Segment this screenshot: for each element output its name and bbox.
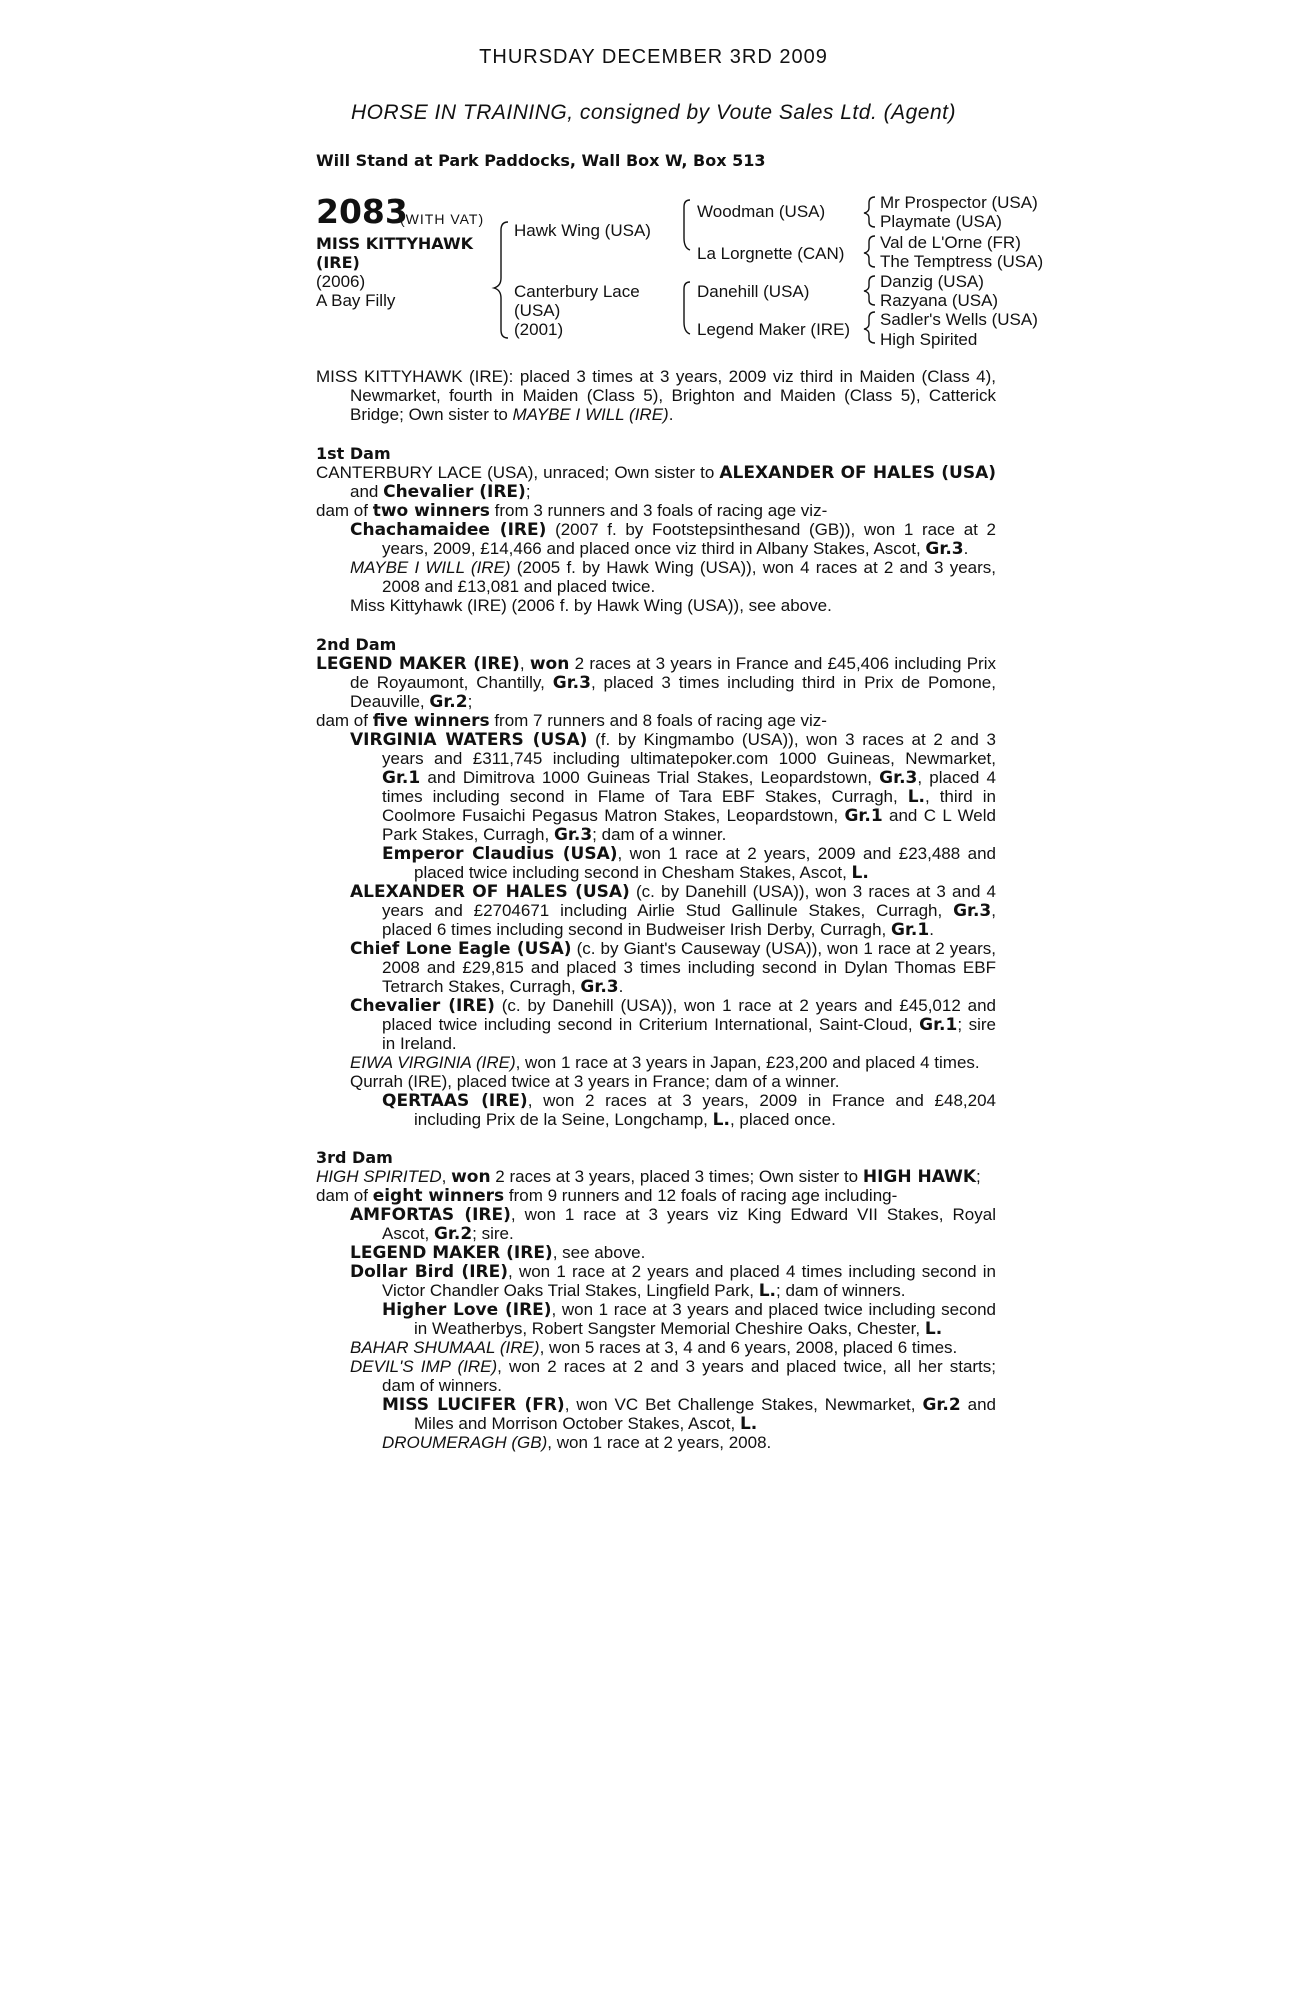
text-line: dam of two winners from 3 runners and 3 foals of racing age viz- — [316, 501, 828, 521]
section-heading: 1st Dam — [316, 444, 391, 463]
text-line: VIRGINIA WATERS (USA) (f. by Kingmambo (USA)), won 3 races at 2 and 3 — [350, 730, 996, 750]
text-line: HIGH SPIRITED, won 2 races at 3 years, placed 3 times; Own sister to HIGH HAWK; — [316, 1167, 981, 1187]
text-line: Chief Lone Eagle (USA) (c. by Giant's Causeway (USA)), won 1 race at 2 years, — [350, 939, 997, 959]
text-line: placed 6 times including second in Budweiser Irish Derby, Curragh, Gr.1. — [382, 920, 934, 940]
third-dam-section — [316, 1148, 996, 1452]
section-heading: 2nd Dam — [316, 635, 397, 654]
vat-note: (WITH VAT) — [400, 211, 485, 227]
text-line: ALEXANDER OF HALES (USA) (c. by Danehill (USA)), won 3 races at 3 and 4 — [350, 882, 996, 902]
text-line: LEGEND MAKER (IRE), see above. — [350, 1243, 646, 1263]
text-line: CANTERBURY LACE (USA), unraced; Own sister to ALEXANDER OF HALES (USA) — [316, 463, 997, 483]
text-line: 2008 and £29,815 and placed 3 times including second in Dylan Thomas EBF — [382, 958, 996, 977]
bracket-la-lorgnette — [864, 236, 875, 267]
text-line: placed twice including second in Criterium International, Saint-Cloud, Gr.1; sire — [382, 1015, 996, 1035]
text-line: LEGEND MAKER (IRE), won 2 races at 3 years in France and £45,406 including Prix — [316, 654, 996, 674]
text-line: de Royaumont, Chantilly, Gr.3, placed 3 times including third in Prix de Pomone, — [350, 673, 996, 693]
pedigree-dds: Sadler's Wells (USA) — [880, 310, 1038, 329]
text-line: Newmarket, fourth in Maiden (Class 5), Brighton and Maiden (Class 5), Catterick — [350, 386, 996, 405]
pedigree-sire-sire: Woodman (USA) — [697, 202, 826, 221]
text-line: DROUMERAGH (GB), won 1 race at 2 years, 2008. — [382, 1433, 772, 1452]
pedigree-sire: Hawk Wing (USA) — [514, 221, 651, 240]
bracket-legend-maker — [864, 312, 875, 343]
bracket-dam — [684, 282, 690, 334]
pedigree-dsd: Razyana (USA) — [880, 291, 999, 310]
text-line: Chachamaidee (IRE) (2007 f. by Footstepsinthesand (GB)), won 1 race at 2 — [350, 520, 996, 540]
text-line: Miles and Morrison October Stakes, Ascot, L. — [414, 1414, 758, 1434]
horse-description: A Bay Filly — [316, 291, 396, 310]
pedigree-ddd: High Spirited — [880, 330, 978, 349]
horse-name-line2: (IRE) — [316, 253, 360, 272]
text-line: dam of winners. — [382, 1376, 502, 1395]
text-line: DEVIL'S IMP (IRE), won 2 races at 2 and 3 years and placed twice, all her starts; — [350, 1357, 997, 1376]
bracket-main — [494, 222, 508, 338]
text-line: MISS LUCIFER (FR), won VC Bet Challenge Stakes, Newmarket, Gr.2 and — [382, 1395, 996, 1415]
bracket-sire — [684, 200, 690, 250]
pedigree-dam-dam: Legend Maker (IRE) — [697, 320, 851, 339]
text-line: 2008 and £13,081 and placed twice. — [382, 577, 656, 596]
horse-name-line1: MISS KITTYHAWK — [316, 234, 474, 253]
text-line: including Prix de la Seine, Longchamp, L., placed once. — [414, 1110, 836, 1130]
text-line: Deauville, Gr.2; — [350, 692, 473, 712]
text-line: MISS KITTYHAWK (IRE): placed 3 times at 3 years, 2009 viz third in Maiden (Class 4), — [316, 367, 996, 386]
text-line: Bridge; Own sister to MAYBE I WILL (IRE). — [350, 405, 674, 424]
intro-paragraph — [316, 367, 996, 424]
text-line: in Weatherbys, Robert Sangster Memorial Cheshire Oaks, Chester, L. — [414, 1319, 943, 1339]
text-line: Chevalier (IRE) (c. by Danehill (USA)), won 1 race at 2 years and £45,012 and — [350, 996, 997, 1016]
text-line: Dollar Bird (IRE), won 1 race at 2 years and placed 4 times including second in — [350, 1262, 996, 1282]
text-line: QERTAAS (IRE), won 2 races at 3 years, 2009 in France and £48,204 — [382, 1091, 996, 1111]
section-heading: 3rd Dam — [316, 1148, 393, 1167]
text-line: years and £311,745 including ultimatepoker.com 1000 Guineas, Newmarket, — [382, 749, 996, 768]
pedigree-dam-line1: Canterbury Lace — [514, 282, 640, 301]
pedigree-dam-sire: Danehill (USA) — [697, 282, 810, 301]
text-line: Ascot, Gr.2; sire. — [382, 1224, 514, 1244]
text-line: Miss Kittyhawk (IRE) (2006 f. by Hawk Wing (USA)), see above. — [350, 596, 832, 615]
text-line: times including second in Flame of Tara EBF Stakes, Curragh, L., third in — [382, 787, 996, 807]
consignment-line: HORSE IN TRAINING, consigned by Voute Sales Ltd. (Agent) — [351, 101, 956, 124]
text-line: Gr.1 and Dimitrova 1000 Guineas Trial Stakes, Leopardstown, Gr.3, placed 4 — [382, 768, 996, 788]
pedigree-dam — [514, 282, 640, 339]
text-line: years and £2704671 including Airlie Stud Gallinule Stakes, Curragh, Gr.3, — [382, 901, 996, 921]
text-line: dam of five winners from 7 runners and 8 foals of racing age viz- — [316, 711, 827, 731]
pedigree-dss: Danzig (USA) — [880, 272, 984, 291]
text-line: BAHAR SHUMAAL (IRE), won 5 races at 3, 4 and 6 years, 2008, placed 6 times. — [350, 1338, 958, 1357]
text-line: Emperor Claudius (USA), won 1 race at 2 years, 2009 and £23,488 and — [382, 844, 996, 864]
text-line: in Ireland. — [382, 1034, 457, 1053]
pedigree-ssd: Playmate (USA) — [880, 212, 1002, 231]
sale-date: THURSDAY DECEMBER 3RD 2009 — [479, 46, 828, 68]
foaling-year: (2006) — [316, 272, 366, 291]
pedigree-sds: Val de L'Orne (FR) — [880, 233, 1021, 252]
text-line: EIWA VIRGINIA (IRE), won 1 race at 3 years in Japan, £23,200 and placed 4 times. — [350, 1053, 980, 1072]
text-line: Victor Chandler Oaks Trial Stakes, Lingfield Park, L.; dam of winners. — [382, 1281, 906, 1301]
text-line: dam of eight winners from 9 runners and 12 foals of racing age including- — [316, 1186, 898, 1206]
first-dam-section — [316, 444, 996, 615]
text-line: Higher Love (IRE), won 1 race at 3 years and placed twice including second — [382, 1300, 996, 1320]
text-line: Park Stakes, Curragh, Gr.3; dam of a winner. — [382, 825, 727, 845]
text-line: Qurrah (IRE), placed twice at 3 years in France; dam of a winner. — [350, 1072, 840, 1091]
pedigree-sss: Mr Prospector (USA) — [880, 193, 1038, 212]
pedigree-sdd: The Temptress (USA) — [880, 252, 1044, 271]
stand-location: Will Stand at Park Paddocks, Wall Box W, Box 513 — [316, 151, 766, 170]
lot-number: 2083 — [316, 192, 408, 231]
text-line: AMFORTAS (IRE), won 1 race at 3 years viz King Edward VII Stakes, Royal — [350, 1205, 996, 1225]
text-line: placed twice including second in Chesham Stakes, Ascot, L. — [414, 863, 869, 883]
text-line: Tetrarch Stakes, Curragh, Gr.3. — [382, 977, 624, 997]
bracket-danehill — [864, 276, 875, 305]
pedigree-dam-line3: (2001) — [514, 320, 564, 339]
second-dam-section — [316, 635, 996, 1129]
text-line: Coolmore Fusaichi Pegasus Matron Stakes, Leopardstown, Gr.1 and C L Weld — [382, 806, 996, 826]
pedigree-dam-line2: (USA) — [514, 301, 561, 320]
pedigree-brackets — [0, 0, 1307, 360]
bracket-woodman — [864, 197, 875, 227]
text-line: and Chevalier (IRE); — [350, 482, 531, 502]
pedigree-sire-dam: La Lorgnette (CAN) — [697, 244, 845, 263]
text-line: years, 2009, £14,466 and placed once viz third in Albany Stakes, Ascot, Gr.3. — [382, 539, 969, 559]
text-line: MAYBE I WILL (IRE) (2005 f. by Hawk Wing (USA)), won 4 races at 2 and 3 years, — [350, 558, 996, 577]
